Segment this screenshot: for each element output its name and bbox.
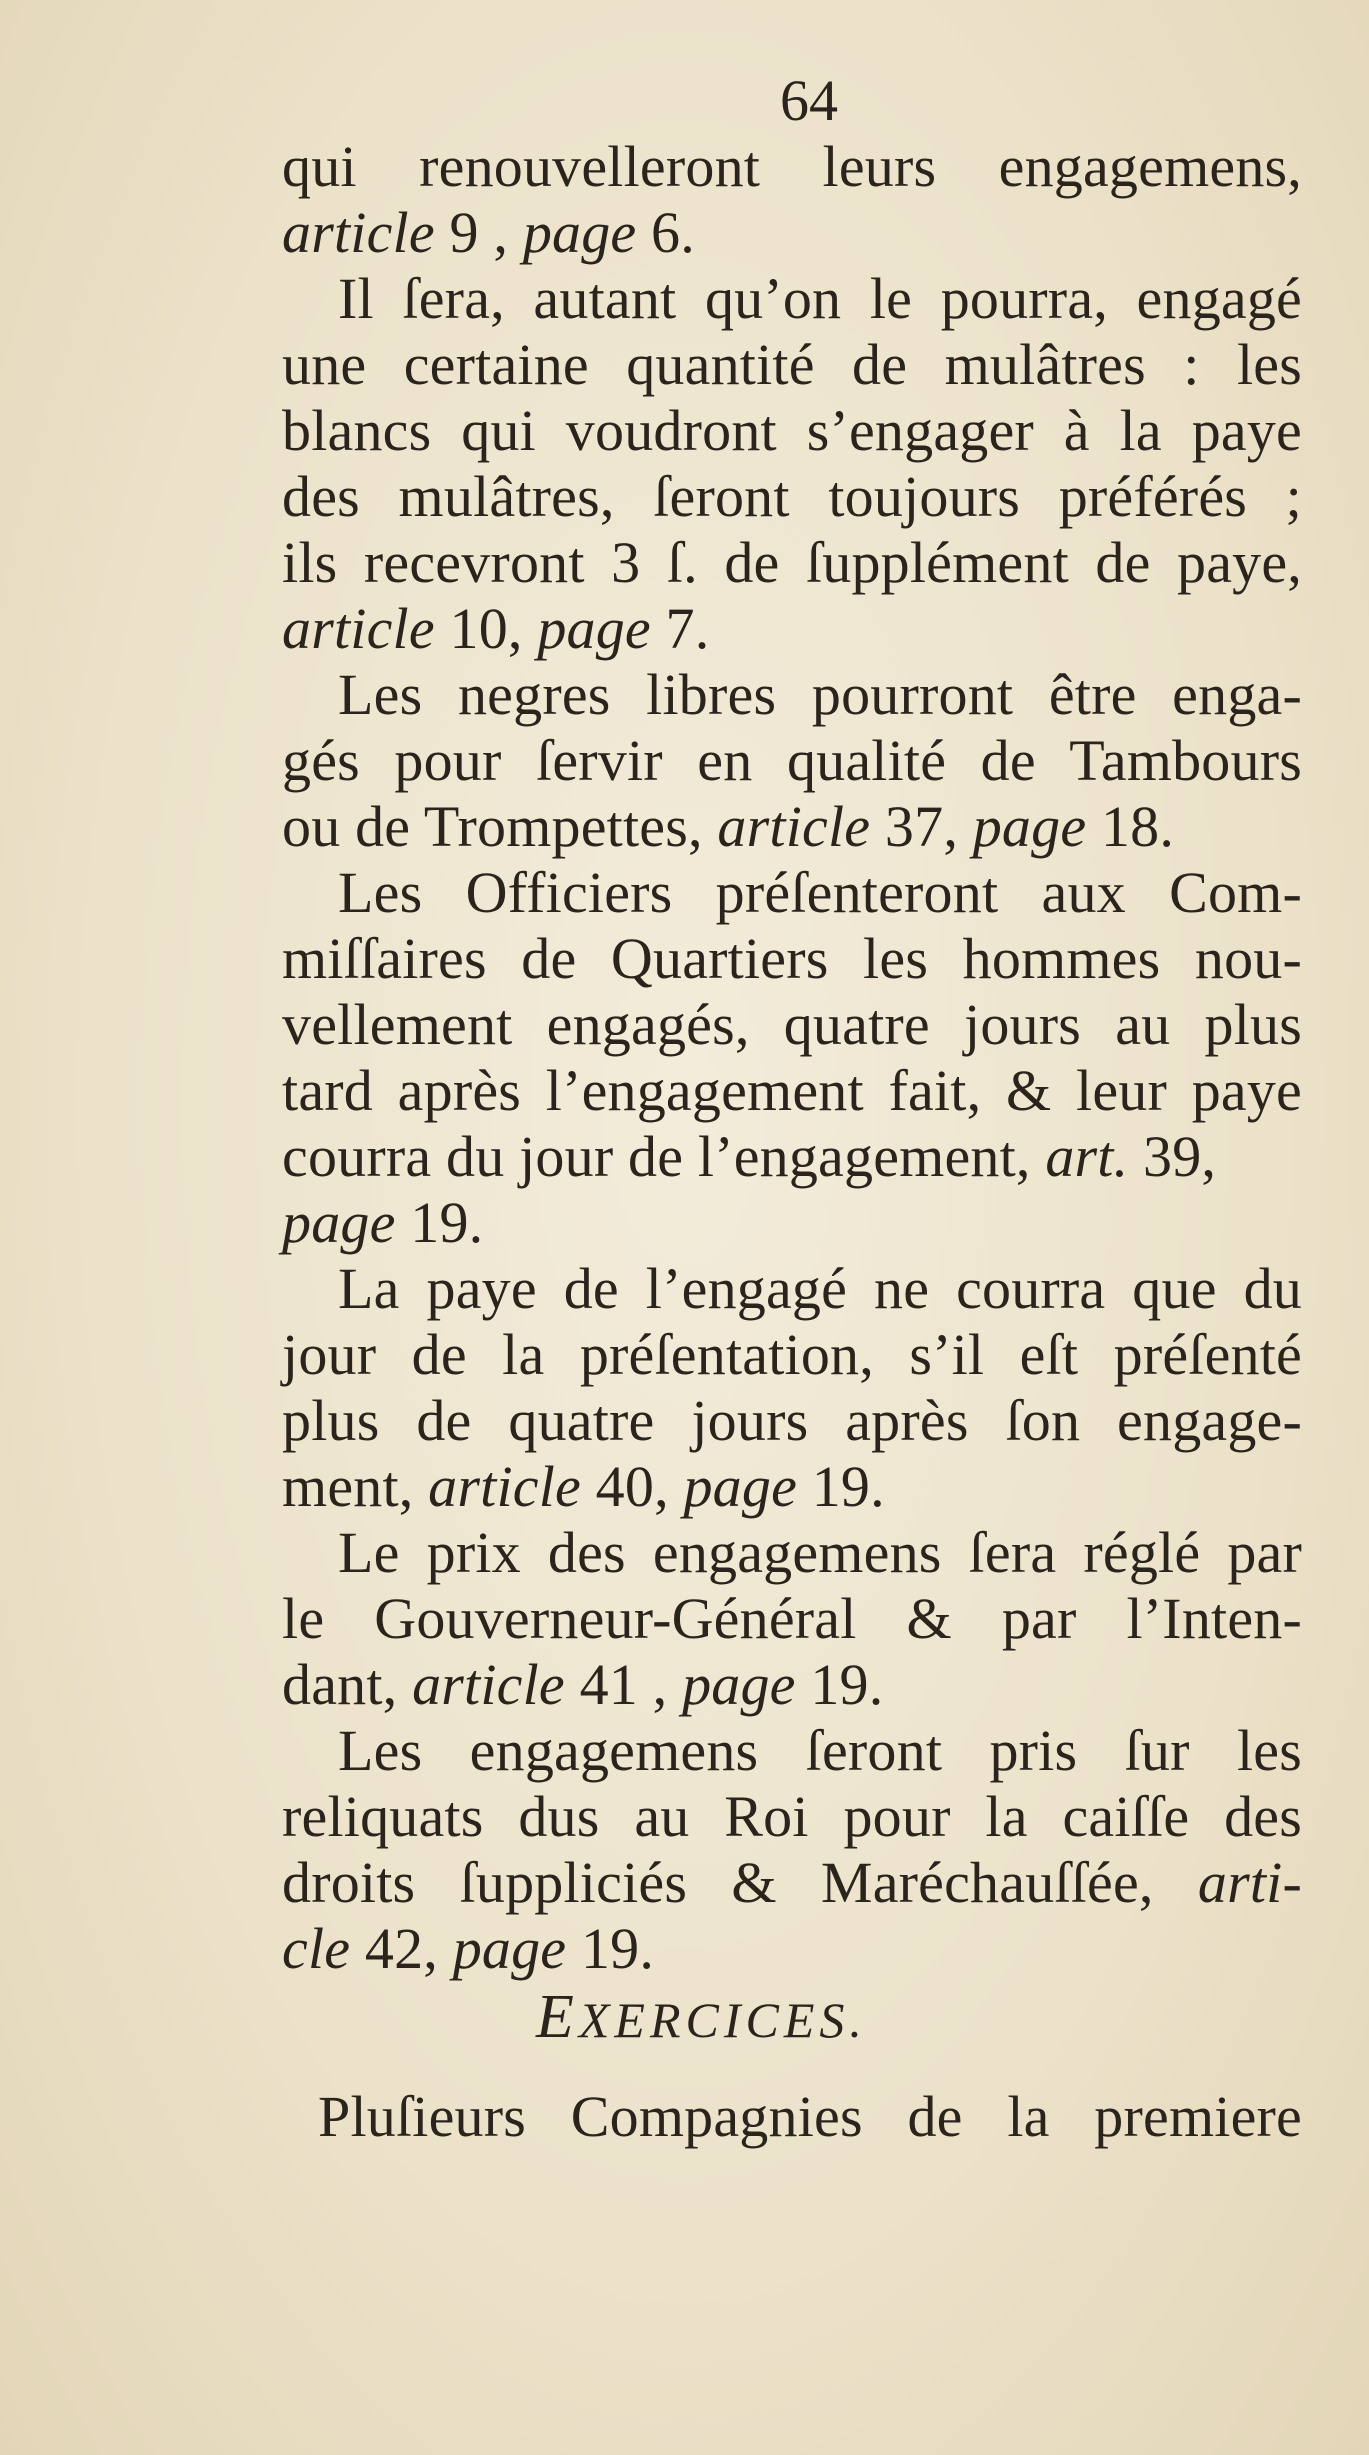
text-line: gés pour ſervir en qualité de Tambours [282,728,1302,793]
text-line: ou de Trompettes, article 37, page 18. [282,794,1175,859]
text-line: page 19. [282,1190,484,1255]
text-line: une certaine quantité de mulâtres : les [282,332,1302,397]
text-line: miſſaires de Quartiers les hommes nou- [282,926,1302,991]
text-line: Le prix des engagemens ſera réglé par [338,1520,1302,1585]
text-line: jour de la préſentation, s’il eſt préſenté [282,1322,1302,1387]
text-line: Les Officiers préſenteront aux Com- [338,860,1302,925]
text-line: qui renouvelleront leurs engagemens, [282,134,1302,199]
text-line: Il ſera, autant qu’on le pourra, engagé [338,266,1302,331]
text-line: des mulâtres, ſeront toujours préférés ; [282,464,1302,529]
text-line: courra du jour de l’engagement, art. 39, [282,1124,1217,1189]
text-line: La paye de l’engagé ne courra que du [338,1256,1302,1321]
text-line: blancs qui voudront s’engager à la paye [282,398,1302,463]
text-line: tard après l’engagement fait, & leur paye [282,1058,1302,1123]
text-line: cle 42, page 19. [282,1916,655,1981]
text-line: Les engagemens ſeront pris ſur les [338,1718,1302,1783]
text-line: ment, article 40, page 19. [282,1454,885,1519]
text-line: Les negres libres pourront être enga- [338,662,1302,727]
text-line: droits ſuppliciés & Maréchauſſée, arti- [282,1850,1302,1915]
text-line: article 9 , page 6. [282,200,695,265]
text-line: reliquats dus au Roi pour la caiſſe des [282,1784,1302,1849]
text-line: vellement engagés, quatre jours au plus [282,992,1302,1057]
section-heading: EXERCICES. [536,1983,867,2051]
text-line: Pluſieurs Compagnies de la premiere [318,2084,1302,2149]
text-line: plus de quatre jours après ſon engage- [282,1388,1302,1453]
text-line: le Gouverneur-Général & par l’Inten- [282,1586,1302,1651]
text-line: article 10, page 7. [282,596,710,661]
text-line: ils recevront 3 ſ. de ſupplément de paye, [282,530,1302,595]
page-number: 64 [780,68,838,133]
text-line: dant, article 41 , page 19. [282,1652,884,1717]
